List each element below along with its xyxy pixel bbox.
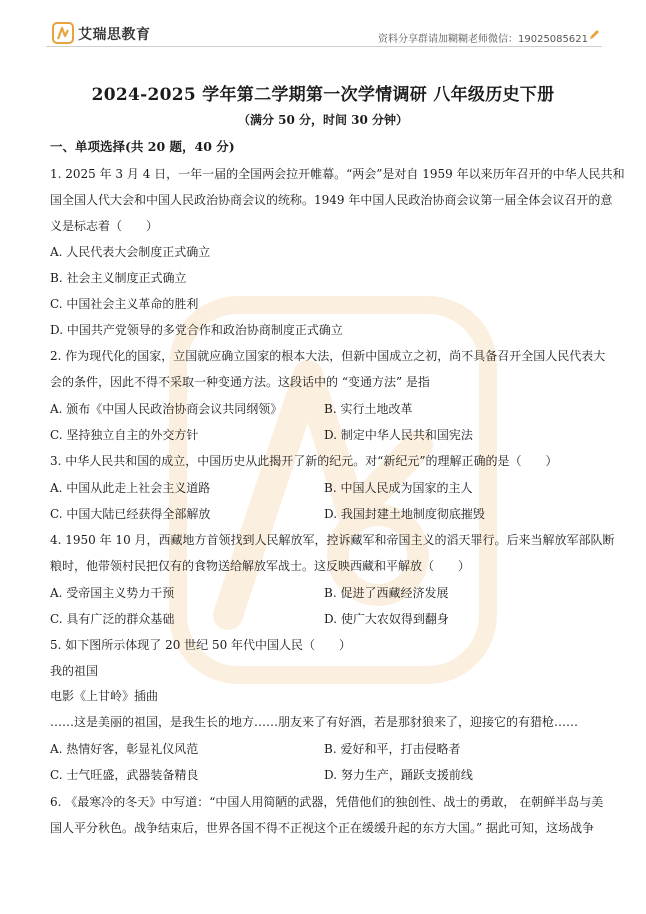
q6-stem-line: 国人平分秋色。战争结束后，世界各国不得不正视这个正在缓缓升起的东方大国。” 据此可知，这场战争	[50, 821, 594, 835]
q2-option-b: B. 实行土地改革	[324, 402, 413, 416]
page-title: 2024-2025 学年第二学期第一次学情调研 八年级历史下册	[91, 85, 555, 105]
contact-info: 资料分享群请加糊糊老师微信：19025085621	[378, 34, 588, 45]
q2-option-c: C. 坚持独立自主的外交方针	[50, 428, 199, 442]
q1-option-c: C. 中国社会主义革命的胜利	[50, 297, 199, 311]
q5-poem-source: 电影《上甘岭》插曲	[50, 689, 159, 703]
q2-stem-line: 会的条件，因此不得不采取一种变通方法。这段话中的 “变通方法” 是指	[50, 375, 430, 389]
q2-stem-line: 2. 作为现代化的国家，立国就应确立国家的根本大法，但新中国成立之初，尚不具备召开全国人民代表大	[50, 349, 606, 363]
q4-option-c: C. 具有广泛的群众基础	[50, 612, 175, 626]
q1-option-d: D. 中国共产党领导的多党合作和政治协商制度正式确立	[50, 323, 343, 337]
q3-option-c: C. 中国大陆已经获得全部解放	[50, 507, 211, 521]
q1-option-b: B. 社会主义制度正式确立	[50, 271, 187, 285]
q4-option-b: B. 促进了西藏经济发展	[324, 586, 449, 600]
page-subtitle: （满分 50 分，时间 30 分钟）	[237, 113, 409, 127]
q3-option-b: B. 中国人民成为国家的主人	[324, 481, 473, 495]
q6-stem-line: 6. 《最寒冷的冬天》中写道：“中国人用简陋的武器，凭借他们的独创性、战士的勇敢， 在朝鲜半岛与美	[50, 795, 604, 809]
q1-option-a: A. 人民代表大会制度正式确立	[50, 245, 211, 259]
page-header	[0, 0, 646, 44]
q3-option-d: D. 我国封建土地制度彻底摧毁	[324, 507, 485, 521]
q5-poem-lyrics: ……这是美丽的祖国，是我生长的地方……朋友来了有好酒，若是那豺狼来了，迎接它的有猎枪……	[50, 715, 579, 729]
q5-option-c: C. 士气旺盛，武器装备精良	[50, 768, 199, 782]
q3-stem-line: 3. 中华人民共和国的成立，中国历史从此揭开了新的纪元。对“新纪元”的理解正确的是（ ）	[50, 454, 558, 468]
section-heading: 一、单项选择(共 20 题，40 分)	[50, 139, 235, 154]
q3-option-a: A. 中国从此走上社会主义道路	[50, 481, 211, 495]
q4-option-d: D. 使广大农奴得到翻身	[324, 612, 449, 626]
q5-poem-title: 我的祖国	[50, 664, 99, 678]
q5-option-b: B. 爱好和平，打击侵略者	[324, 742, 461, 756]
q2-option-a: A. 颁布《中国人民政治协商会议共同纲领》	[50, 402, 283, 416]
q4-stem-line: 粮时，他带领村民把仅有的食物送给解放军战士。这反映西藏和平解放（ ）	[50, 559, 471, 573]
q2-option-d: D. 制定中华人民共和国宪法	[324, 428, 473, 442]
q4-stem-line: 4. 1950 年 10 月，西藏地方首领找到人民解放军，控诉藏军和帝国主义的滔天罪行。后来当解放军部队断	[50, 533, 615, 547]
q1-stem-line: 1. 2025 年 3 月 4 日，一年一届的全国两会拉开帷幕。“两会”是对自 1959 年以来历年召开的中华人民共和	[50, 167, 625, 181]
q1-stem-line: 义是标志着（ ）	[50, 219, 159, 233]
brand-logo-icon	[52, 22, 74, 44]
q5-option-d: D. 努力生产，踊跃支援前线	[324, 768, 473, 782]
q1-stem-line: 国全国人代大会和中国人民政治协商会议的统称。1949 年中国人民政治协商会议第一届全体会议召开的意	[50, 193, 613, 207]
q5-stem-line: 5. 如下图所示体现了 20 世纪 50 年代中国人民（ ）	[50, 638, 352, 652]
header-divider	[46, 46, 602, 47]
q5-option-a: A. 热情好客，彰显礼仪风范	[50, 742, 199, 756]
brand-name: 艾瑞思教育	[78, 27, 151, 43]
pencil-icon	[588, 29, 600, 41]
q4-option-a: A. 受帝国主义势力干预	[50, 586, 175, 600]
